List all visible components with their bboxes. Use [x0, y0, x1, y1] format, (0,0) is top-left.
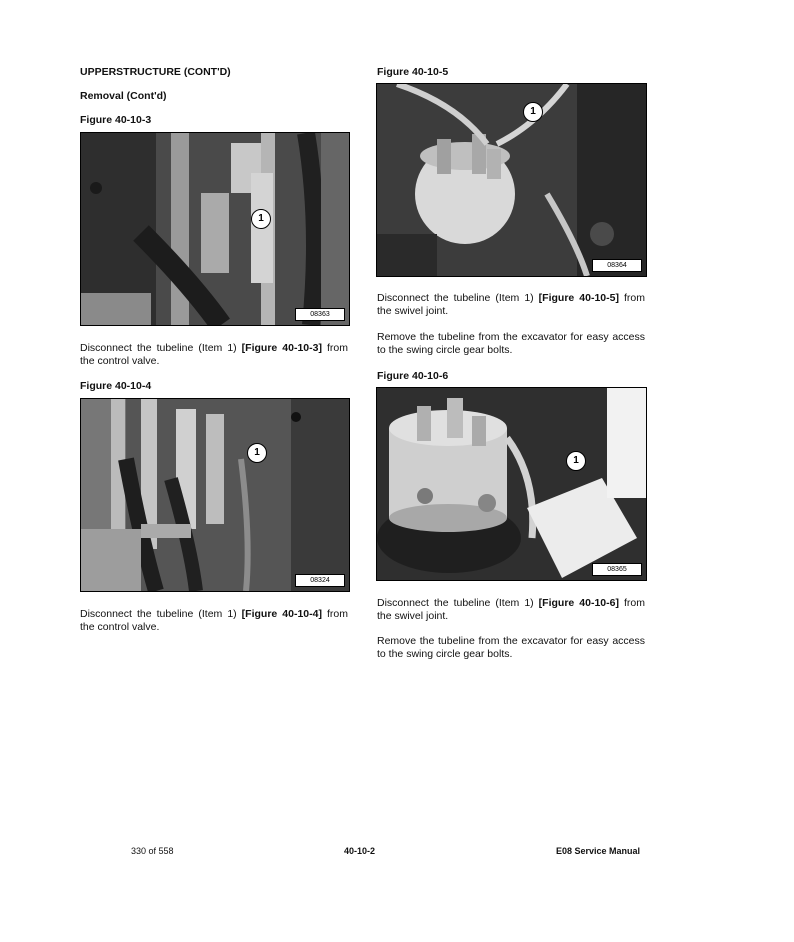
swivel-joint-photo — [377, 388, 646, 580]
figure-photo-40-10-6 — [376, 387, 647, 581]
callout-item-1: 1 — [566, 451, 586, 471]
figure-photo-40-10-4 — [80, 398, 350, 592]
figure-photo-40-10-5 — [376, 83, 647, 277]
manual-title: E08 Service Manual — [556, 846, 641, 856]
instruction-paragraph: Remove the tubeline from the excavator for easy access to the swing circle gear bolts. — [377, 331, 645, 356]
figure-caption-40-10-4: Figure 40-10-4 — [80, 380, 152, 392]
figure-caption-40-10-5: Figure 40-10-5 — [377, 66, 449, 78]
instruction-paragraph: Disconnect the tubeline (Item 1) [Figure 40-10-5] from the swivel joint. — [377, 292, 645, 317]
figure-caption-40-10-3: Figure 40-10-3 — [80, 114, 152, 126]
swivel-joint-photo — [377, 84, 646, 276]
image-id-label: 08364 — [592, 259, 642, 272]
callout-item-1: 1 — [251, 209, 271, 229]
image-id-label: 08365 — [592, 563, 642, 576]
control-valve-photo — [81, 133, 349, 325]
image-id-label: 08363 — [295, 308, 345, 321]
callout-item-1: 1 — [523, 102, 543, 122]
instruction-paragraph: Disconnect the tubeline (Item 1) [Figure 40-10-6] from the swivel joint. — [377, 597, 645, 622]
sub-heading: Removal (Cont'd) — [80, 90, 167, 102]
instruction-paragraph: Disconnect the tubeline (Item 1) [Figure 40-10-4] from the control valve. — [80, 608, 348, 633]
image-id-label: 08324 — [295, 574, 345, 587]
instruction-paragraph: Disconnect the tubeline (Item 1) [Figure 40-10-3] from the control valve. — [80, 342, 348, 367]
figure-photo-40-10-3 — [80, 132, 350, 326]
section-heading: UPPERSTRUCTURE (CONT'D) — [80, 66, 231, 78]
figure-caption-40-10-6: Figure 40-10-6 — [377, 370, 449, 382]
instruction-paragraph: Remove the tubeline from the excavator for easy access to the swing circle gear bolts. — [377, 635, 645, 660]
page-number: 40-10-2 — [344, 846, 376, 856]
control-valve-photo — [81, 399, 349, 591]
page-count: 330 of 558 — [131, 846, 174, 856]
callout-item-1: 1 — [247, 443, 267, 463]
